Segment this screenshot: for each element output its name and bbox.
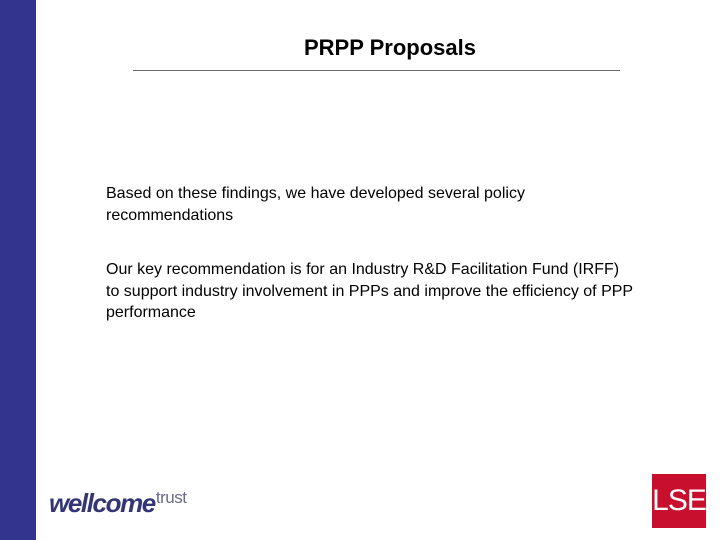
trust-logo-word: trust — [155, 488, 187, 507]
left-accent-bar — [0, 0, 36, 540]
paragraph-recommendation: Our key recommendation is for an Industry R&D Facilitation Fund (IRFF) to support industry involvement in PPPs and improve the efficiency of PPP performance — [106, 261, 633, 321]
wellcome-trust-logo — [49, 488, 186, 520]
lse-logo — [652, 474, 706, 528]
lse-logo-text: LSE — [652, 484, 706, 517]
title-underline — [133, 70, 620, 71]
slide-title: PRPP Proposals — [304, 35, 476, 60]
wellcome-logo-word: wellcome — [49, 488, 155, 518]
paragraph-findings: Based on these findings, we have developed several policy recommendations — [106, 185, 525, 224]
